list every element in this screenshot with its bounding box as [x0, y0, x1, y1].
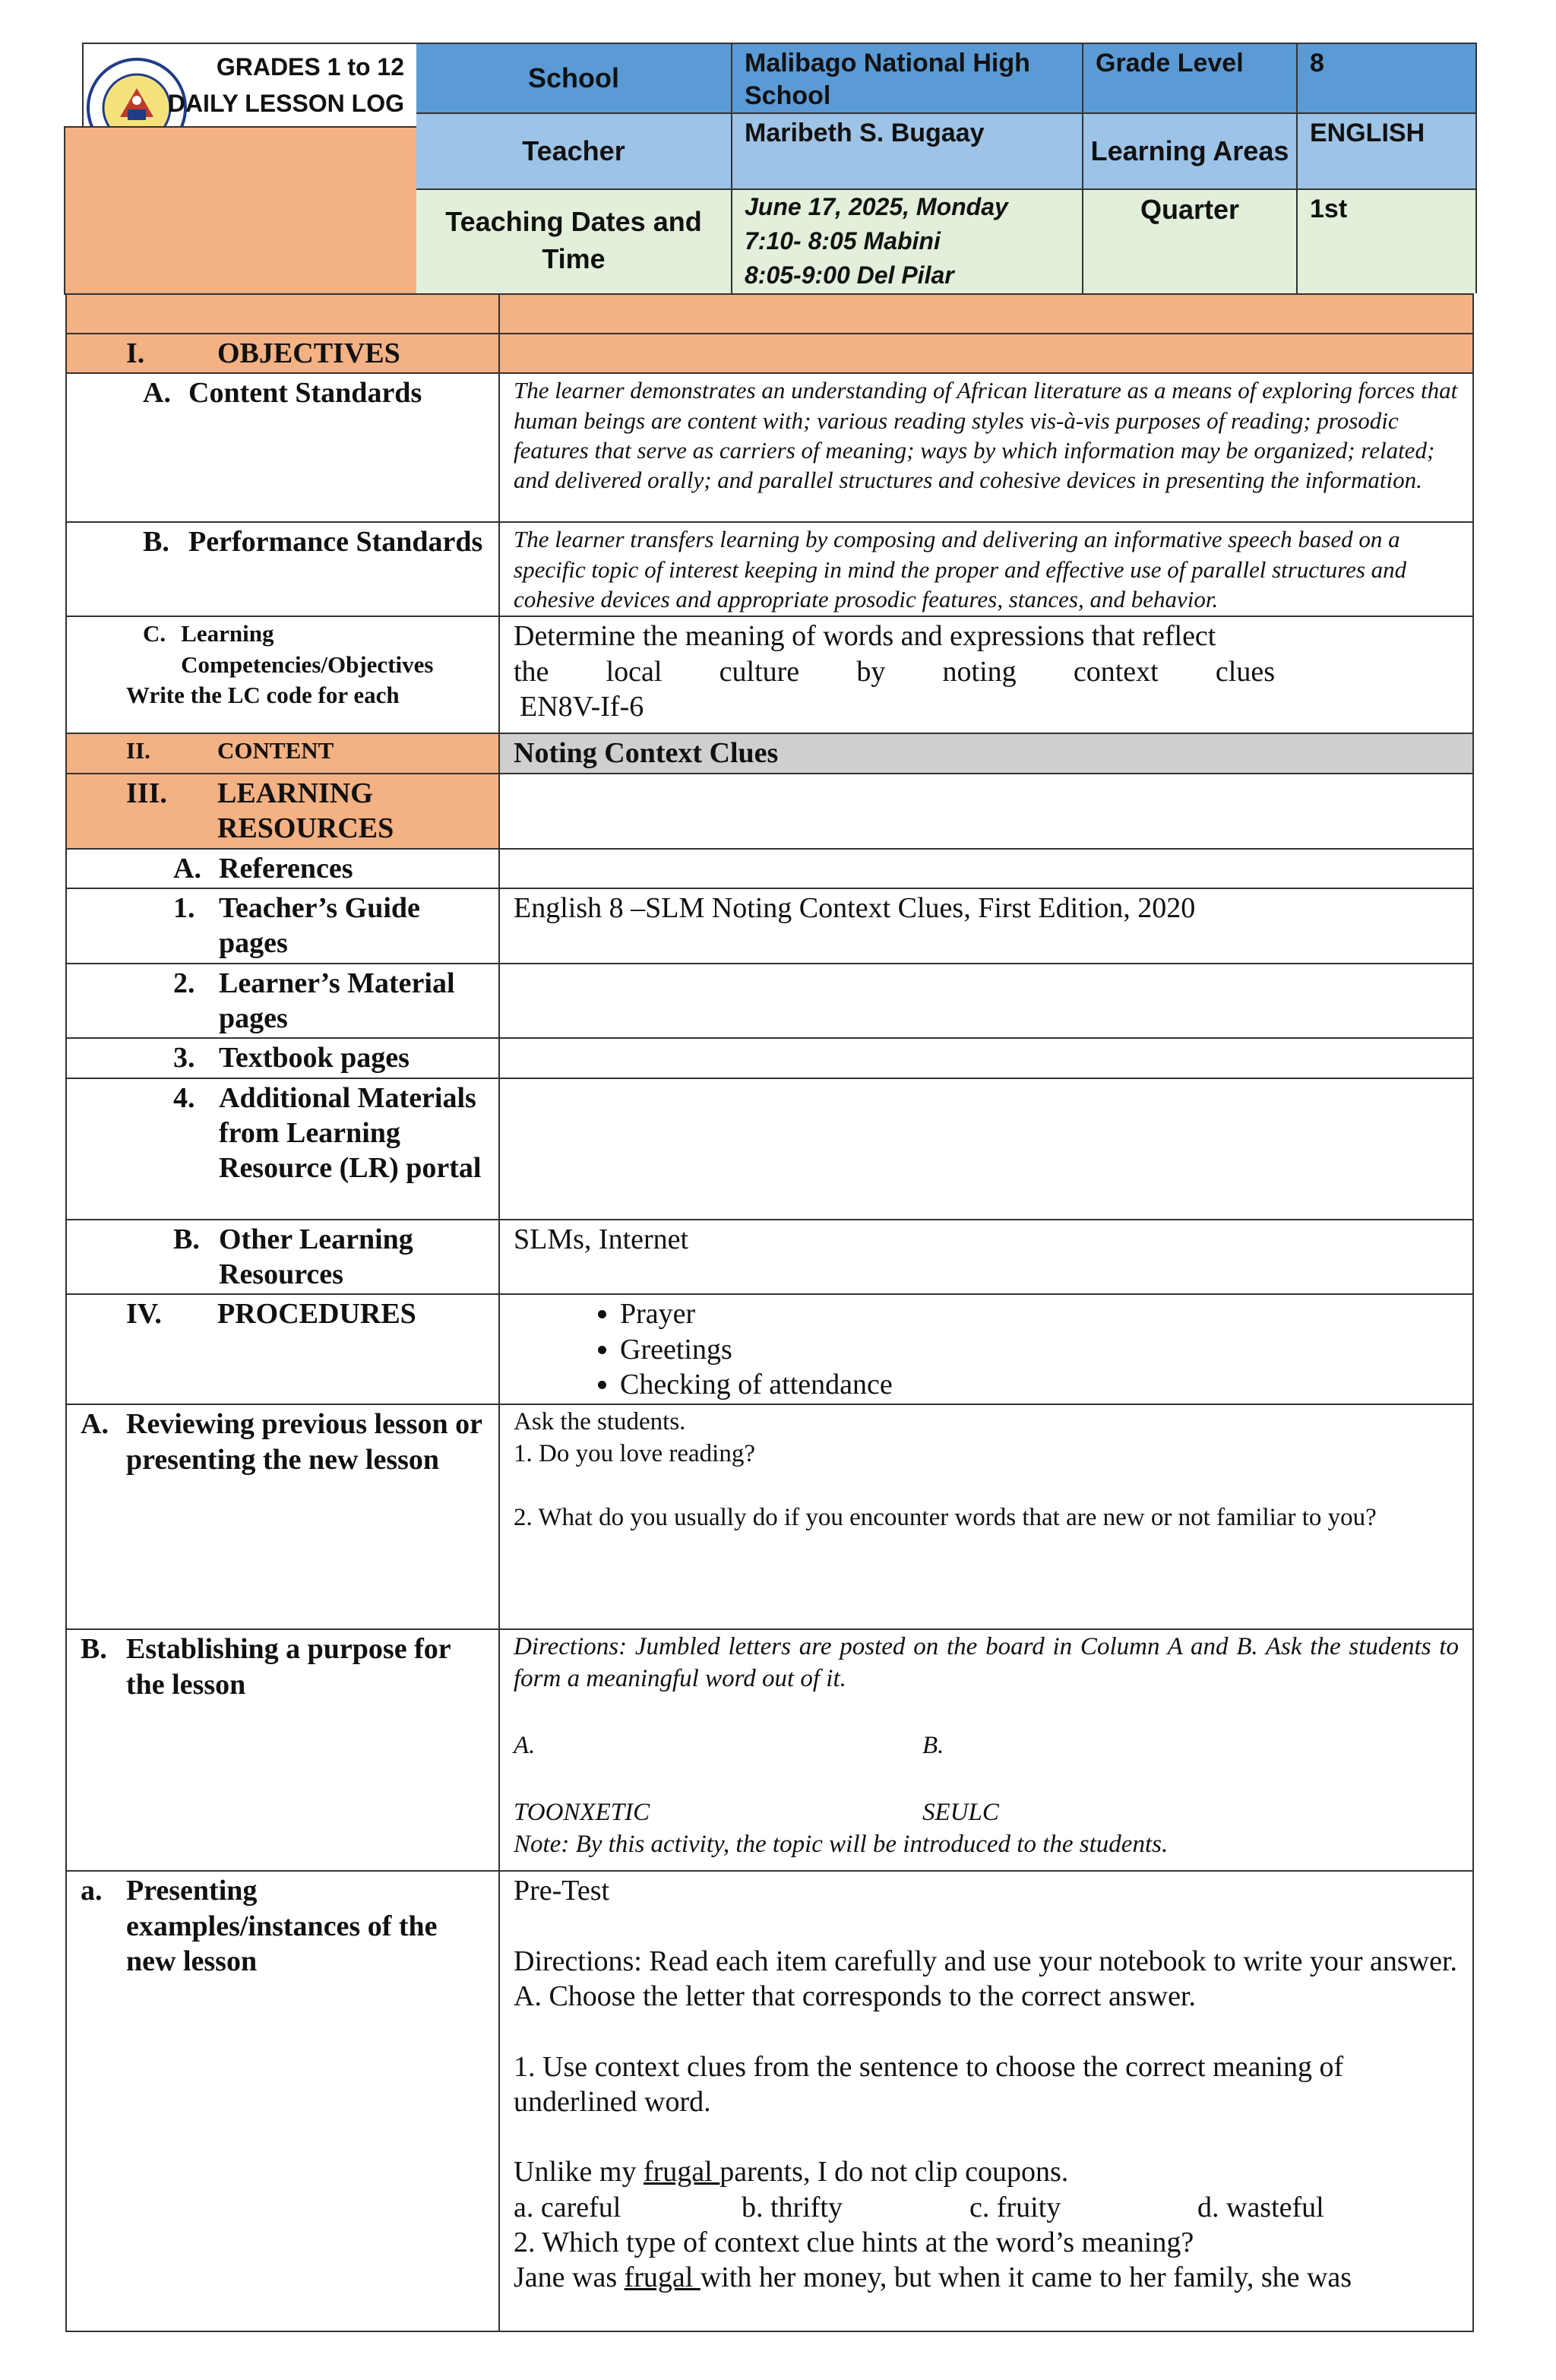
- dates-label: Teaching Dates and Time: [416, 190, 732, 293]
- additional-materials-label: 4. Additional Materials from Learning Resource (LR) portal: [66, 1078, 499, 1220]
- learning-areas-label: Learning Areas: [1083, 114, 1298, 190]
- performance-standards-row: [66, 522, 1473, 616]
- competencies-text: Determine the meaning of words and expressions that reflect the local culture by noting context clues EN8V-If-6: [499, 616, 1473, 733]
- review-label: A. Reviewing previous lesson or presenting the new lesson: [66, 1404, 499, 1629]
- teachers-guide-row: [66, 888, 1473, 964]
- teacher-value: Maribeth S. Bugaay: [732, 114, 1083, 190]
- header-peach-block: [64, 126, 416, 295]
- procedures-bullets: [499, 1294, 1473, 1404]
- competencies-label: C. Learning Competencies/Objectives Write the LC code for each: [66, 616, 499, 733]
- grades-title: [146, 49, 404, 122]
- performance-standards-text: The learner transfers learning by composing and delivering an informative speech based on a specific topic of interest keeping in mind the proper and effective use of parallel structures and cohesive devices and appropriate prosodic features, stances, and behavior.: [499, 522, 1473, 616]
- school-value: Malibago National High School: [732, 44, 1083, 114]
- quarter-value: 1st: [1298, 190, 1475, 293]
- purpose-columns: A. B.: [514, 1732, 944, 1760]
- procedures-label: IV. PROCEDURES: [66, 1294, 499, 1404]
- grades-title-line1: GRADES 1 to 12: [216, 53, 404, 81]
- teachers-guide-label: 1. Teacher’s Guide pages: [66, 888, 499, 964]
- review-row: [66, 1404, 1473, 1629]
- procedures-bullet-list: [514, 1296, 1459, 1402]
- learning-areas-value: ENGLISH: [1298, 114, 1475, 190]
- grade-level-label: Grade Level: [1083, 44, 1298, 114]
- content-value: Noting Context Clues: [499, 733, 1473, 773]
- learners-material-label: 2. Learner’s Material pages: [66, 964, 499, 1039]
- spacer-row: [66, 294, 1473, 334]
- review-content: Ask the students. 1. Do you love reading? 2. What do you usually do if you encounter words that are new or not familiar to you?: [499, 1404, 1473, 1629]
- presenting-content: Pre-Test Directions: Read each item carefully and use your notebook to write your answer. A. Choose the letter that corresponds to the correct answer. 1. Use context clues from the sentence to choose the correct meaning of underlined word. Unlike my frugal parents, I do not clip coupons. a. careful b. thrifty c. fruity d. wasteful 2. Which type of context clue hints at the word’s meaning? Jane was frugal with her money, but when it came to her family, she was: [499, 1871, 1473, 2331]
- dates-line2: 7:10- 8:05 Mabini: [745, 226, 941, 255]
- additional-materials-row: [66, 1078, 1473, 1220]
- content-standards-row: [66, 373, 1473, 522]
- content-standards-text: The learner demonstrates an understanding of African literature as a means of exploring forces that human beings are content with; various reading styles vis-à-vis purposes of reading; prosodic features that serve as carriers of meaning; ways by which information may be organized; related; and delivered orally; and parallel structures and cohesive devices in presenting the information.: [499, 373, 1473, 522]
- grades-title-line2: DAILY LESSON LOG: [167, 90, 404, 117]
- performance-standards-label: B. Performance Standards: [66, 522, 499, 616]
- school-label: School: [416, 44, 732, 114]
- textbook-row: [66, 1038, 1473, 1078]
- references-label: A. References: [66, 849, 499, 888]
- purpose-row: [66, 1629, 1473, 1871]
- purpose-content: Directions: Jumbled letters are posted on the board in Column A and B. Ask the students to form a meaningful word out of it. A. B. TOONXETIC SEULC Note: By this activity, the topic will be introduced to the students.: [499, 1629, 1473, 1871]
- content-row: [66, 733, 1473, 773]
- lesson-log-header: [82, 43, 1477, 293]
- other-resources-label: B. Other Learning Resources: [66, 1220, 499, 1295]
- q1-options: a. careful b. thrifty c. fruity d. wasteful: [514, 2191, 1324, 2223]
- presenting-row: [66, 1871, 1473, 2331]
- learning-resources-row: [66, 774, 1473, 849]
- learning-resources-label: III. LEARNING RESOURCES: [66, 774, 499, 849]
- bullet-prayer: • Prayer: [620, 1296, 1459, 1331]
- learners-material-row: [66, 964, 1473, 1039]
- other-resources-value: SLMs, Internet: [499, 1220, 1473, 1295]
- references-row: [66, 849, 1473, 888]
- q1-sentence: Unlike my frugal parents, I do not clip coupons.: [514, 2156, 1069, 2189]
- lesson-plan-table: [65, 293, 1474, 2332]
- q2-sentence: Jane was frugal with her money, but when it came to her family, she was: [514, 2261, 1352, 2294]
- content-standards-label: A. Content Standards: [66, 373, 499, 522]
- grade-level-value: 8: [1298, 44, 1475, 114]
- purpose-label: B. Establishing a purpose for the lesson: [66, 1629, 499, 1871]
- competencies-row: [66, 616, 1473, 733]
- teachers-guide-value: English 8 –SLM Noting Context Clues, First Edition, 2020: [499, 888, 1473, 964]
- content-label: II. CONTENT: [66, 733, 499, 773]
- purpose-words: TOONXETIC SEULC: [514, 1799, 999, 1827]
- dates-line3: 8:05-9:00 Del Pilar: [745, 261, 954, 289]
- objectives-heading: I. OBJECTIVES: [66, 334, 499, 373]
- dates-line1: June 17, 2025, Monday: [745, 193, 1008, 220]
- grades-title-box: [84, 44, 416, 128]
- textbook-label: 3. Textbook pages: [66, 1038, 499, 1078]
- procedures-row: [66, 1294, 1473, 1404]
- bullet-attendance: • Checking of attendance: [620, 1367, 1459, 1402]
- other-resources-row: [66, 1220, 1473, 1295]
- bullet-greetings: • Greetings: [620, 1332, 1459, 1367]
- dates-value: [732, 190, 1083, 293]
- teacher-label: Teacher: [416, 114, 732, 190]
- objectives-heading-row: [66, 334, 1473, 373]
- presenting-label: a. Presenting examples/instances of the new lesson: [66, 1871, 499, 2331]
- quarter-label: Quarter: [1083, 190, 1298, 293]
